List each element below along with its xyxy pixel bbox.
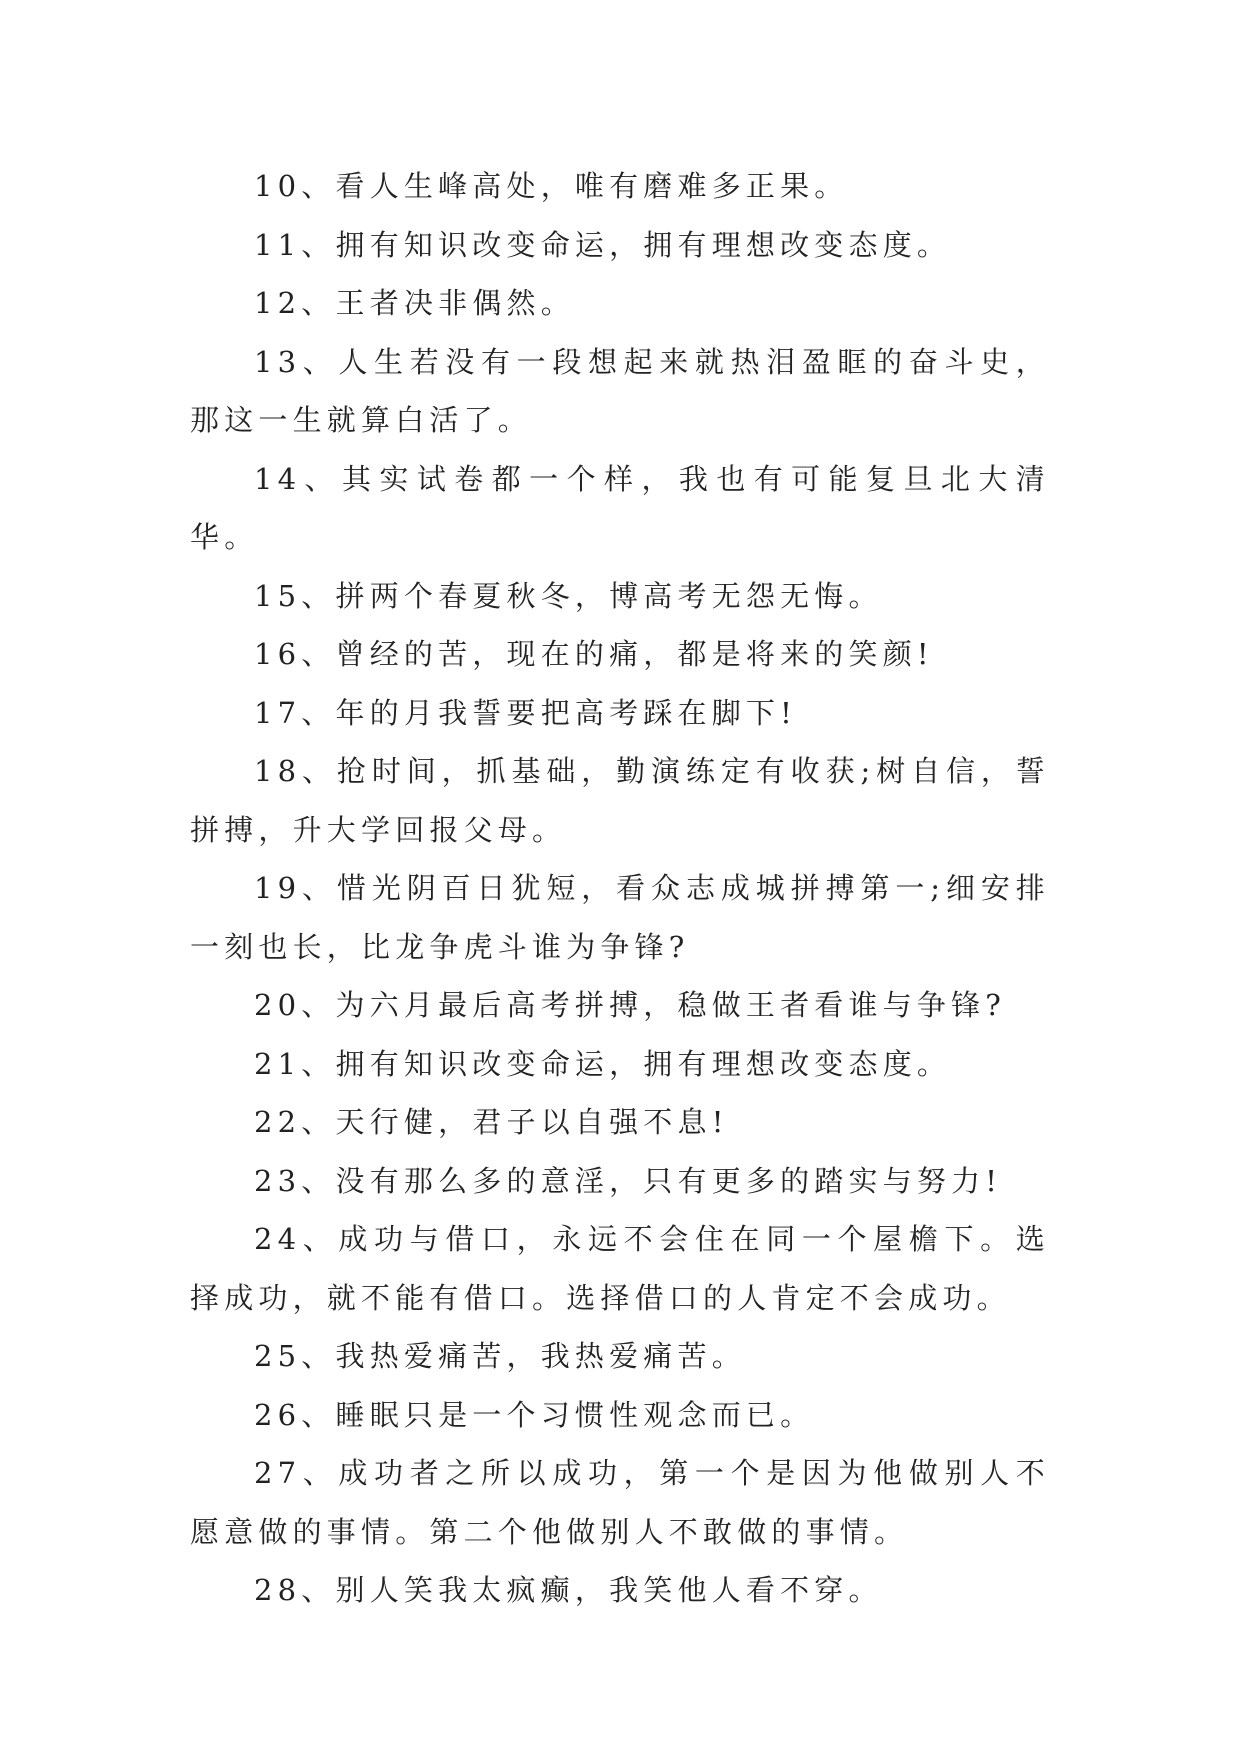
paragraph-24: 24、成功与借口，永远不会住在同一个屋檐下。选择成功，就不能有借口。选择借口的人肯定不会成功。: [190, 1222, 1050, 1315]
paragraph-26: 26、睡眠只是一个习惯性观念而已。: [254, 1397, 815, 1432]
paragraph-11: 11、拥有知识改变命运，拥有理想改变态度。: [254, 227, 952, 262]
paragraph-13: 13、人生若没有一段想起来就热泪盈眶的奋斗史，那这一生就算白活了。: [190, 344, 1050, 437]
paragraph-25: 25、我热爱痛苦，我热爱痛苦。: [254, 1339, 746, 1373]
paragraph-27: 27、成功者之所以成功，第一个是因为他做别人不愿意做的事情。第二个他做别人不敢做的事情。: [190, 1456, 1050, 1549]
paragraph-23: 23、没有那么多的意淫，只有更多的踏实与努力!: [254, 1163, 1003, 1198]
paragraph-28: 28、别人笑我太疯癫，我笑他人看不穿。: [254, 1573, 883, 1607]
paragraph-18: 18、抢时间，抓基础，勤演练定有收获;树自信，誓拼搏，升大学回报父母。: [190, 754, 1050, 847]
paragraph-16: 16、曾经的苦，现在的痛，都是将来的笑颜!: [254, 637, 934, 671]
paragraph-10: 10、看人生峰高处，唯有磨难多正果。: [254, 169, 849, 203]
paragraph-15: 15、拼两个春夏秋冬，博高考无怨无悔。: [254, 578, 883, 613]
document-body: [190, 157, 1050, 1620]
paragraph-19: 19、惜光阴百日犹短，看众志成城拼搏第一;细安排一刻也长，比龙争虎斗谁为争锋?: [190, 871, 1050, 964]
paragraph-20: 20、为六月最后高考拼搏，稳做王者看谁与争锋?: [254, 988, 1007, 1022]
paragraph-22: 22、天行健，君子以自强不息!: [254, 1105, 729, 1139]
paragraph-12: 12、王者决非偶然。: [254, 286, 575, 320]
paragraph-21: 21、拥有知识改变命运，拥有理想改变态度。: [254, 1046, 952, 1081]
paragraph-14: 14、其实试卷都一个样，我也有可能复旦北大清华。: [190, 461, 1050, 554]
paragraph-17: 17、年的月我誓要把高考踩在脚下!: [254, 695, 797, 730]
